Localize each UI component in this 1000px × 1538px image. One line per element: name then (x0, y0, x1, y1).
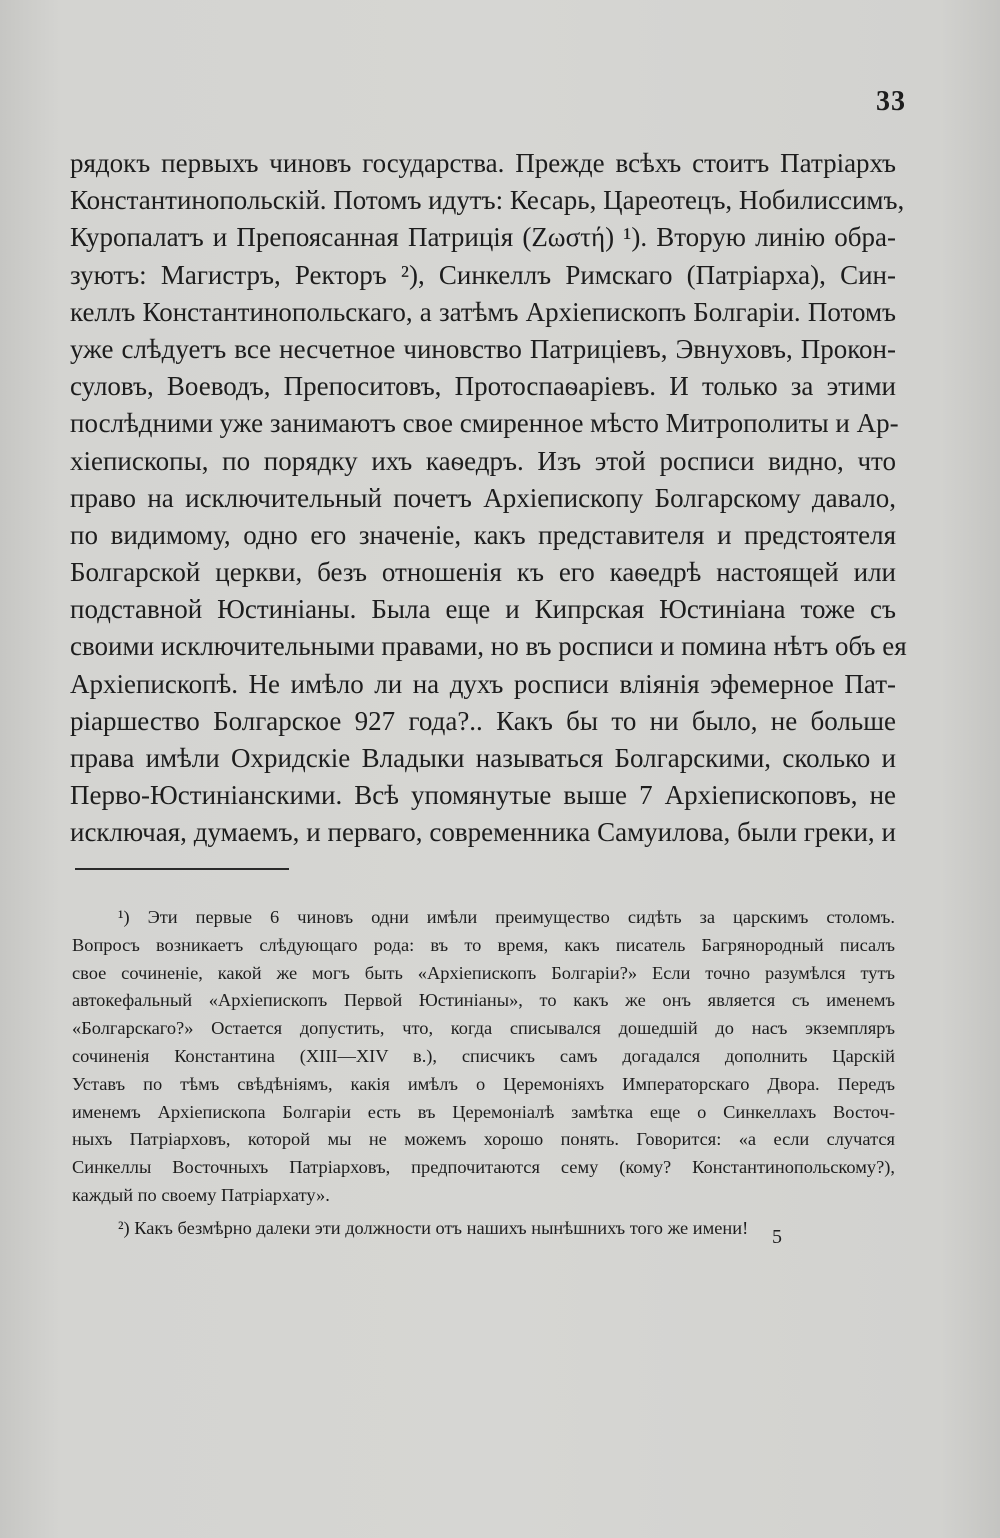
text-line: уже слѣдуетъ все несчетное чиновство Патриціевъ, Эвнуховъ, Прокон- (70, 333, 896, 364)
page-number: 33 (876, 86, 906, 117)
footnote-line: Синкеллы Восточныхъ Патріарховъ, предпочитаются сему (кому? Константинопольскому?), (72, 1157, 895, 1178)
footnote-line: свое сочиненіе, какой же могъ быть «Архіепископъ Болгаріи?» Если точно разумѣлся тутъ (72, 962, 895, 983)
text-line: исключая, думаемъ, и перваго, современника Самуилова, были греки, и (70, 817, 896, 848)
footnote-line: ²) Какъ безмѣрно далеки эти должности отъ нашихъ нынѣшнихъ того же имени! (118, 1217, 749, 1238)
text-line: зуютъ: Магистръ, Ректоръ ²), Синкеллъ Римскаго (Патріарха), Син- (70, 259, 896, 290)
text-line: Болгарской церкви, безъ отношенія къ его каѳедрѣ настоящей или (70, 557, 896, 588)
text-line: право на исключительный почетъ Архіепископу Болгарскому давало, (70, 482, 896, 513)
footnote-line: Вопросъ возникаетъ слѣдующаго рода: въ то время, какъ писатель Багрянородный писалъ (72, 934, 895, 955)
text-line: по видимому, одно его значеніе, какъ представителя и предстоятеля (70, 519, 896, 550)
footnote-line: ныхъ Патріарховъ, которой мы не можемъ хорошо понять. Говорится: «а если случатся (72, 1129, 895, 1150)
text-line: Перво-Юстиніанскими. Всѣ упомянутые выше 7 Архіепископовъ, не (70, 780, 896, 811)
footnote-divider (75, 868, 289, 870)
text-line: рядокъ первыхъ чиновъ государства. Прежде всѣхъ стоитъ Патріархъ (70, 148, 896, 178)
footnotes (72, 904, 895, 1243)
text-line: Куропалатъ и Препоясанная Патриція (Ζωστή) ¹). Вторую линію обра- (70, 222, 896, 253)
footnote-line: ¹) Эти первые 6 чиновъ одни имѣли преимущество сидѣть за царскимъ столомъ. (118, 907, 895, 927)
text-line: келлъ Константинопольскаго, а затѣмъ Архіепископъ Болгаріи. Потомъ (70, 296, 896, 327)
text-line: права имѣли Охридскіе Владыки называться Болгарскими, сколько и (70, 743, 896, 773)
text-line: Архіепископѣ. Не имѣло ли на духъ росписи вліянія эфемерное Пат- (70, 668, 896, 699)
text-line: подставной Юстиніаны. Была еще и Кипрская Юстиніана тоже съ (70, 594, 896, 625)
text-line: суловъ, Воеводъ, Препоситовъ, Протоспаѳаріевъ. И только за этими (70, 371, 896, 402)
text-line: ріаршество Болгарское 927 года?.. Какъ бы то ни было, не больше (70, 705, 896, 736)
footnote-line: сочиненія Константина (XIII—XIV в.), списчикъ самъ догадался дополнить Царскій (72, 1045, 895, 1066)
text-line: Константинопольскій. Потомъ идутъ: Кесарь, Цареотецъ, Нобилиссимъ, (70, 185, 905, 216)
text-line: хіепископы, по порядку ихъ каѳедръ. Изъ этой росписи видно, что (70, 445, 896, 476)
main-text (70, 145, 907, 852)
footnote-line: Уставъ по тѣмъ свѣдѣніямъ, какія имѣлъ о Церемоніяхъ Императорскаго Двора. Передъ (72, 1073, 895, 1094)
text-line: своими исключительными правами, но въ росписи и помина нѣтъ объ ея (70, 631, 907, 662)
text-line: послѣдними уже занимаютъ свое смиренное мѣсто Митрополиты и Ар- (70, 408, 899, 439)
printer-signature-mark: 5 (772, 1226, 782, 1248)
footnote-line: автокефальный «Архіепископъ Первой Юстиніаны», то какъ же онъ является съ именемъ (72, 990, 895, 1011)
footnote-line: именемъ Архіепископа Болгаріи есть въ Церемоніалѣ замѣтка еще о Синкеллахъ Восточ- (72, 1101, 895, 1122)
footnote-line: «Болгарскаго?» Остается допустить, что, когда списывался дошедшій до насъ экземпляръ (72, 1018, 895, 1039)
footnote-line: каждый по своему Патріархату». (72, 1184, 330, 1205)
